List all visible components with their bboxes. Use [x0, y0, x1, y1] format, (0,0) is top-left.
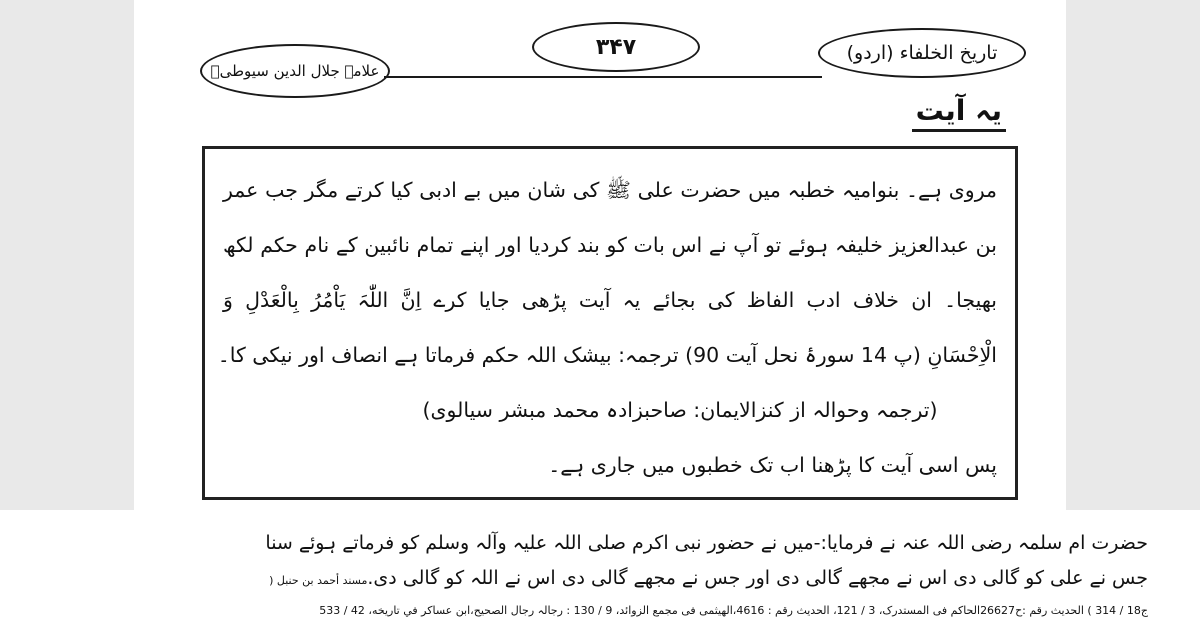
- text-line: مروی ہے۔ بنوامیہ خطبہ میں حضرت علی ﷺ کی شان میں بے ادبی کیا کرتے مگر جب عمر: [223, 178, 997, 202]
- scanned-book-page: [134, 0, 1066, 510]
- page-header: [134, 0, 1066, 100]
- hadith-reference-start: مسند أحمد بن حنبل (: [269, 574, 368, 587]
- section-title: یہ آیت: [912, 96, 1006, 132]
- page-number: ۳۴۷: [532, 22, 700, 72]
- hadith-references: ج18 / 314 ) الحدیث رقم :ح26627الحاکم فی المستدرک، 3 / 121، الحدیث رقم : 4616،الھیثمی فی مجمع الزوائد، 9 / 130 : رجالہ رجال الصحیح،ابن عساکر في تاریخه، 42 / 533: [319, 604, 1148, 617]
- hadith-line-1: حضرت ام سلمہ رضی اللہ عنہ نے فرمایا:-میں نے حضور نبی اکرم صلی اللہ علیہ وآلہ وسلم کو فرماتے ہوئے سنا: [265, 532, 1148, 554]
- header-rule: [384, 76, 822, 78]
- hadith-line-2: [269, 567, 1148, 589]
- text-line: بھیجا۔ ان خلاف ادب الفاظ کی بجائے یہ آیت پڑھی جایا کرے اِنَّ اللّٰہَ یَاْمُرُ بِالْعَدْلِ وَ: [223, 288, 997, 312]
- hadith-text: جس نے علی کو گالی دی اس نے مجھے گالی دی اور جس نے مجھے گالی دی اس نے اللہ کو گالی دی.: [367, 567, 1148, 589]
- caption-footer: [0, 510, 1200, 628]
- author-name: علامہ جلال الدین سیوطیؒ: [200, 44, 390, 98]
- text-line: الْاِحْسَانِ (پ 14 سورۂ نحل آیت 90) ترجمہ: بیشک اللہ حکم فرماتا ہے انصاف اور نیکی کا۔: [217, 343, 997, 367]
- text-line: پس اسی آیت کا پڑھنا اب تک خطبوں میں جاری ہے۔: [548, 453, 997, 477]
- book-title: تاریخ الخلفاء (اردو): [818, 28, 1026, 78]
- text-box: [202, 146, 1018, 500]
- text-line: بن عبدالعزیز خلیفہ ہوئے تو آپ نے اس بات کو بند کردیا اور اپنے تمام نائبین کے نام حکم لکھ: [223, 233, 997, 257]
- reference-line: (ترجمہ وحوالہ از کنزالایمان: صاحبزادہ محمد مبشر سیالوی): [422, 398, 938, 422]
